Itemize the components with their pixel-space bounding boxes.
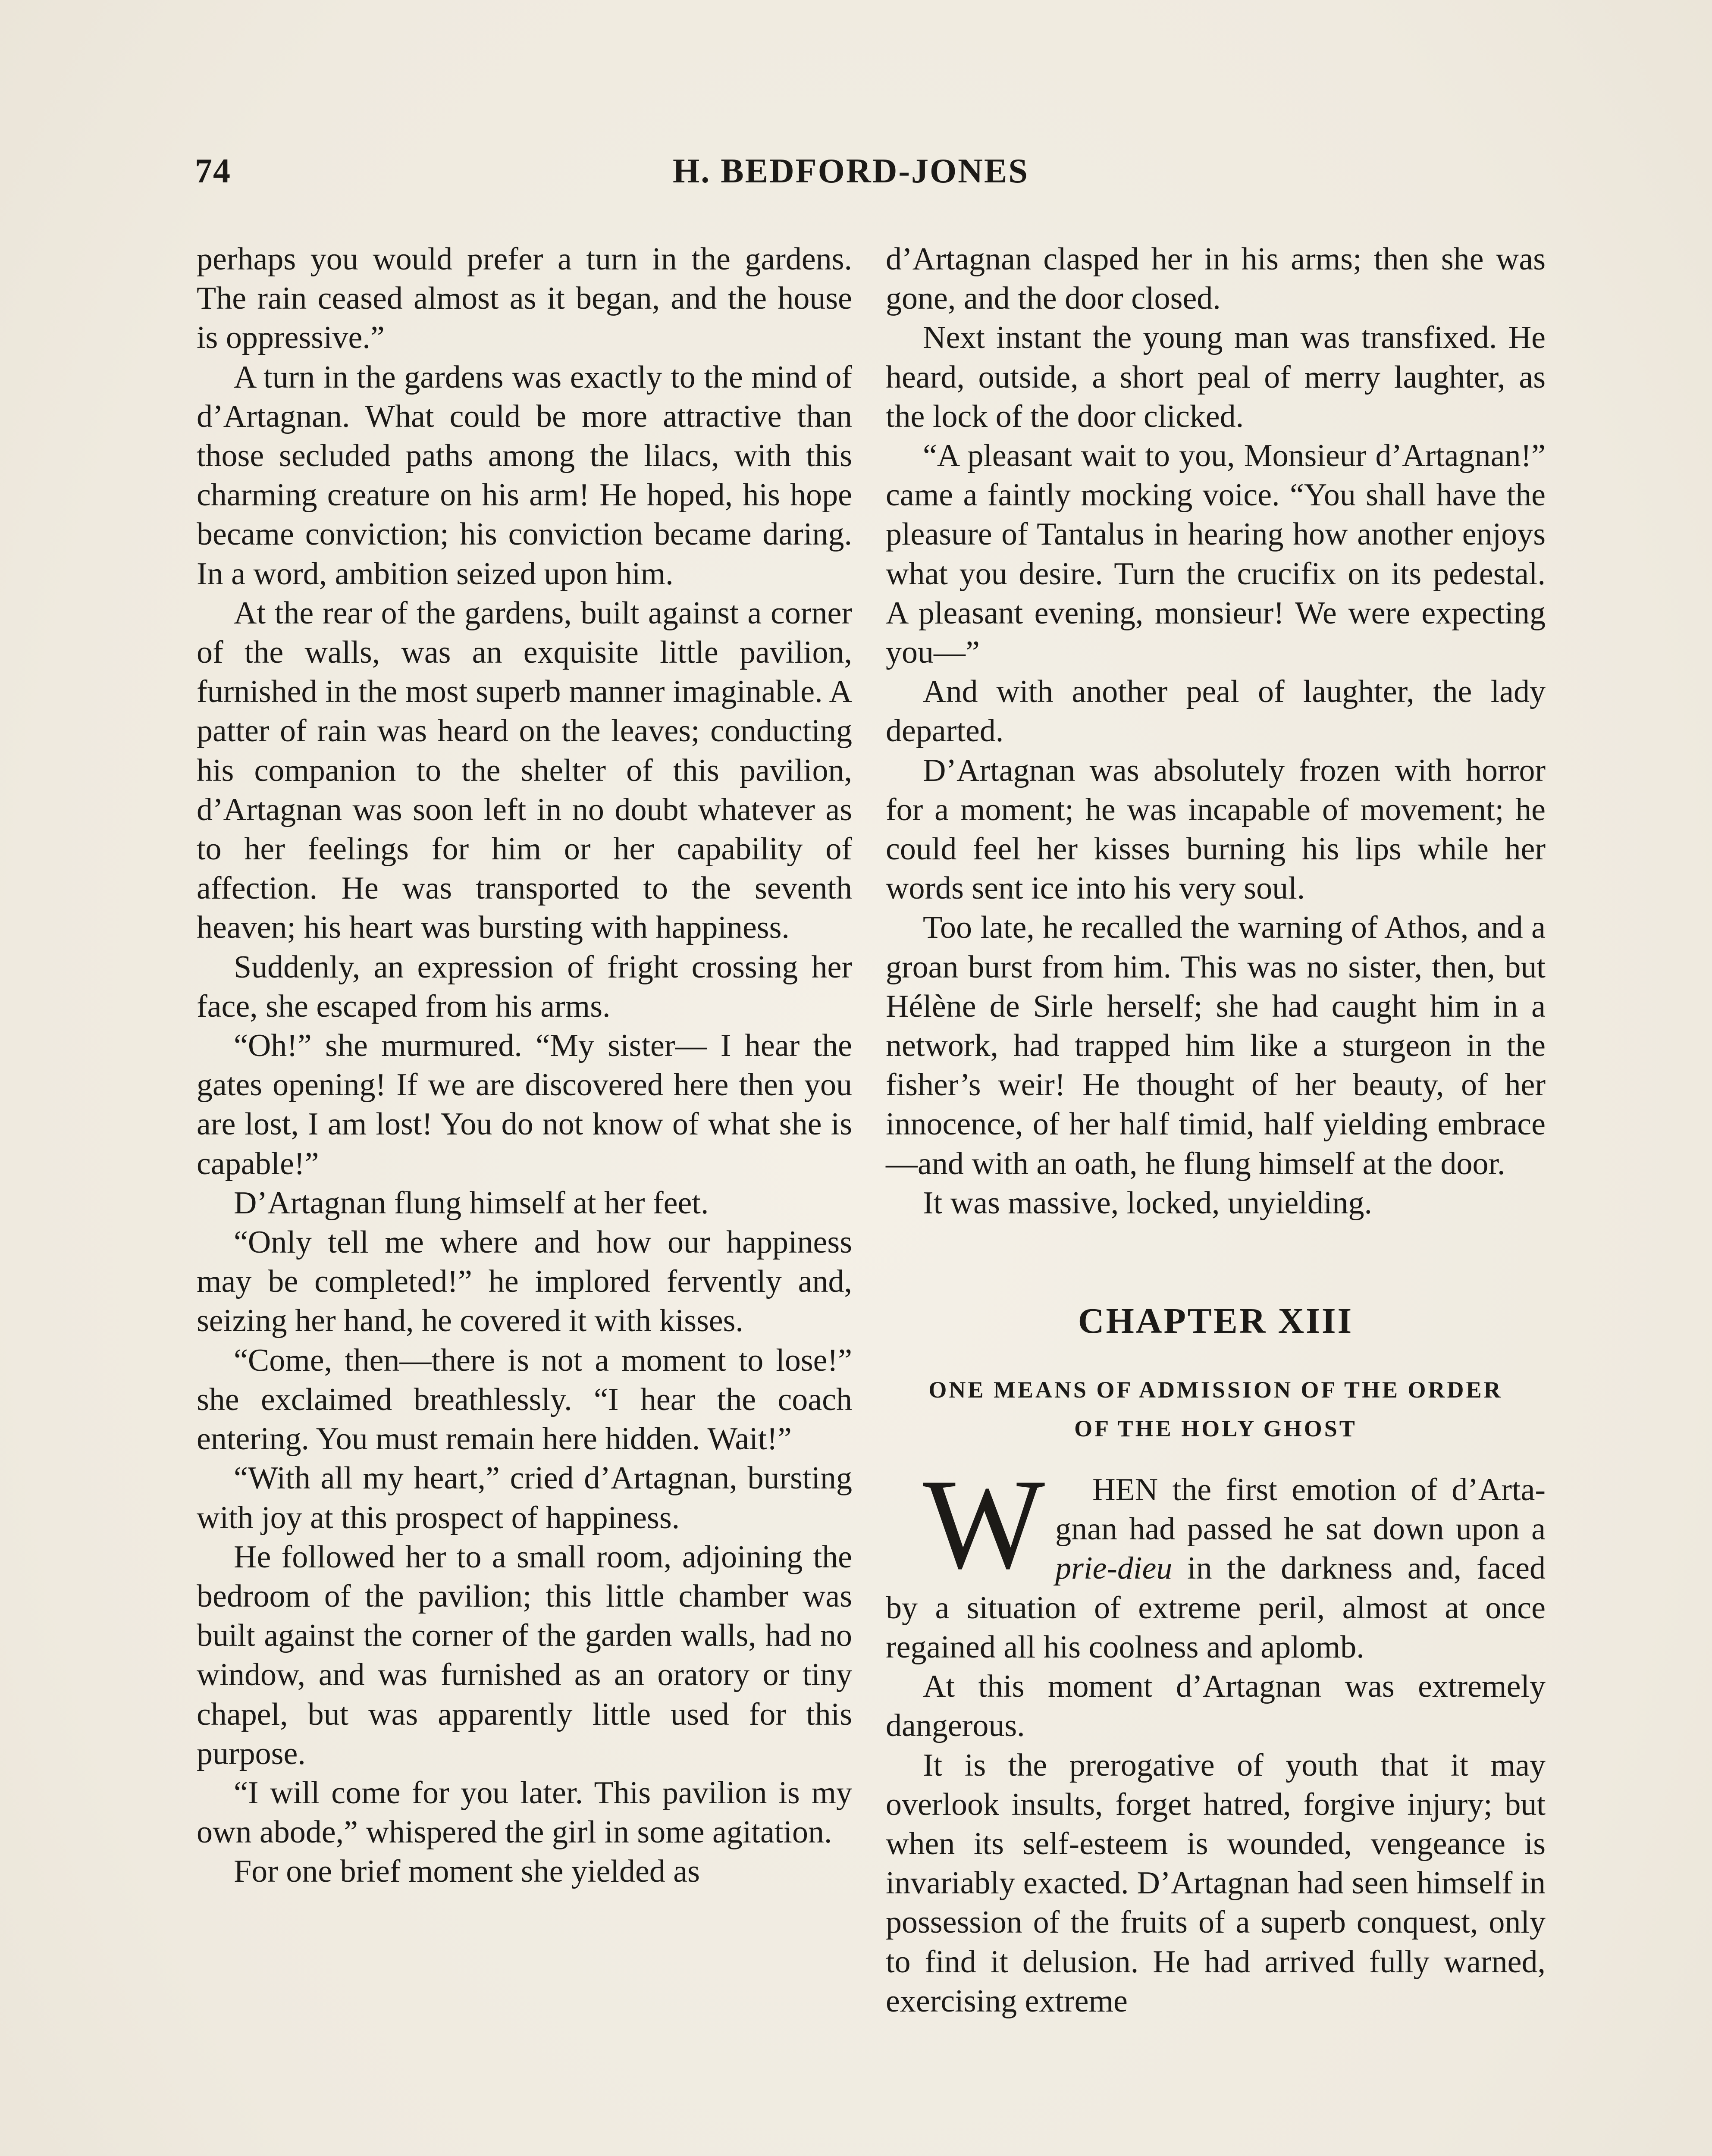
paragraph: Too late, he recalled the warning of Athos, and a groan burst from him. This was no sister, then, but Hélène de Sirle herself; she had caught him in a network, had trapped him like a sturgeon in the fisher’s weir! He thought of her beauty, of her innocence, of her half timid, half yielding embrace—and with an oath, he flung himself at the door. xyxy=(886,910,1546,1181)
paragraph: And with another peal of laughter, the lady departed. xyxy=(886,674,1546,749)
paragraph: Next instant the young man was transfixed. He heard, outside, a short peal of merry laughter, as the lock of the door clicked. xyxy=(886,320,1546,434)
left-column xyxy=(197,240,852,1892)
paragraph: For one brief moment she yielded as xyxy=(234,1854,700,1890)
chapter-subtitle-line-2: OF THE HOLY GHOST xyxy=(1074,1416,1357,1442)
right-column xyxy=(886,240,1546,2021)
paragraph: D’Artagnan flung himself at her feet. xyxy=(234,1185,709,1221)
opening-text-1: the first emotion of d’Artagnan had passed he sat down upon a xyxy=(1055,1472,1546,1547)
chapter-subtitle xyxy=(886,1370,1546,1448)
paragraph: d’Artagnan clasped her in his arms; then she was gone, and the door closed. xyxy=(886,241,1546,317)
paragraph: It was massive, locked, unyielding. xyxy=(923,1185,1372,1221)
opening-small-caps: HEN xyxy=(1092,1472,1158,1508)
paragraph: “Oh!” she murmured. “My sister— I hear the gates opening! If we are discovered here then you are lost, I am lost! You do not know of what she is capable!” xyxy=(197,1028,852,1181)
paragraph: “Only tell me where and how our happiness may be completed!” he implored fervently and, seizing her hand, he covered it with kisses. xyxy=(197,1225,852,1339)
chapter-subtitle-line-1: ONE MEANS OF ADMISSION OF THE ORDER xyxy=(928,1377,1503,1403)
paragraph: “A pleasant wait to you, Monsieur d’Artagnan!” came a faintly mocking voice. “You shall have the pleasure of Tantalus in hearing how another enjoys what you desire. Turn the crucifix on its pedestal. A pleasant evening, monsieur! We were expecting you—” xyxy=(886,438,1546,671)
paragraph: It is the prerogative of youth that it may overlook insults, forget hatred, forgive injury; but when its self-esteem is wounded, vengeance is invariably exacted. D’Artagnan had seen himself in possession of the fruits of a superb conquest, only to find it delusion. He had arrived fully warned, exercising extreme xyxy=(886,1747,1546,2019)
paragraph: At the rear of the gardens, built against a corner of the walls, was an exquisite little pavilion, furnished in the most superb manner imaginable. A patter of rain was heard on the leaves; conducting his companion to the shelter of this pavilion, d’Artagnan was soon left in no doubt whatever as to her feelings for him or her capability of affection. He was transported to the seventh heaven; his heart was bursting with happiness. xyxy=(197,595,852,946)
paragraph: He followed her to a small room, adjoining the bedroom of the pavilion; this little chamber was built against the corner of the garden walls, had no window, and was furnished as an oratory or tiny chapel, but was apparently little used for this purpose. xyxy=(197,1539,852,1771)
paragraph: “With all my heart,” cried d’Artagnan, bursting with joy at this prospect of happiness. xyxy=(197,1460,852,1536)
chapter-opening-paragraph xyxy=(886,1452,1546,1667)
paragraph: perhaps you would prefer a turn in the gardens. The rain ceased almost as it began, and the house is oppressive.” xyxy=(197,241,852,356)
paragraph: At this moment d’Artagnan was extremely dangerous. xyxy=(886,1669,1546,1744)
opening-text-2: in the darkness and, faced by a situation of extreme peril, almost at once regained all his coolness and aplomb. xyxy=(886,1551,1546,1665)
page-number: 74 xyxy=(195,152,231,190)
paragraph: D’Artagnan was absolutely frozen with horror for a moment; he was incapable of movement; he could feel her kisses burning his lips while her words sent ice into his very soul. xyxy=(886,752,1546,906)
paragraph: “I will come for you later. This pavilion is my own abode,” whispered the girl in some agitation. xyxy=(197,1775,852,1850)
paragraph: “Come, then—there is not a moment to lose!” she exclaimed breathlessly. “I hear the coach entering. You must remain here hidden. Wait!” xyxy=(197,1342,852,1457)
opening-italic: prie-dieu xyxy=(1055,1551,1173,1586)
chapter-heading: CHAPTER XIII xyxy=(1078,1301,1354,1341)
drop-cap: W xyxy=(923,1452,1045,1596)
running-head: H. BEDFORD-JONES xyxy=(673,152,1029,190)
paragraph: A turn in the gardens was exactly to the mind of d’Artagnan. What could be more attractive than those secluded paths among the lilacs, with this charming creature on his arm! He hoped, his hope became conviction; his conviction became daring. In a word, ambition seized upon him. xyxy=(197,359,852,592)
paragraph: Suddenly, an expression of fright crossing her face, she escaped from his arms. xyxy=(197,949,852,1024)
